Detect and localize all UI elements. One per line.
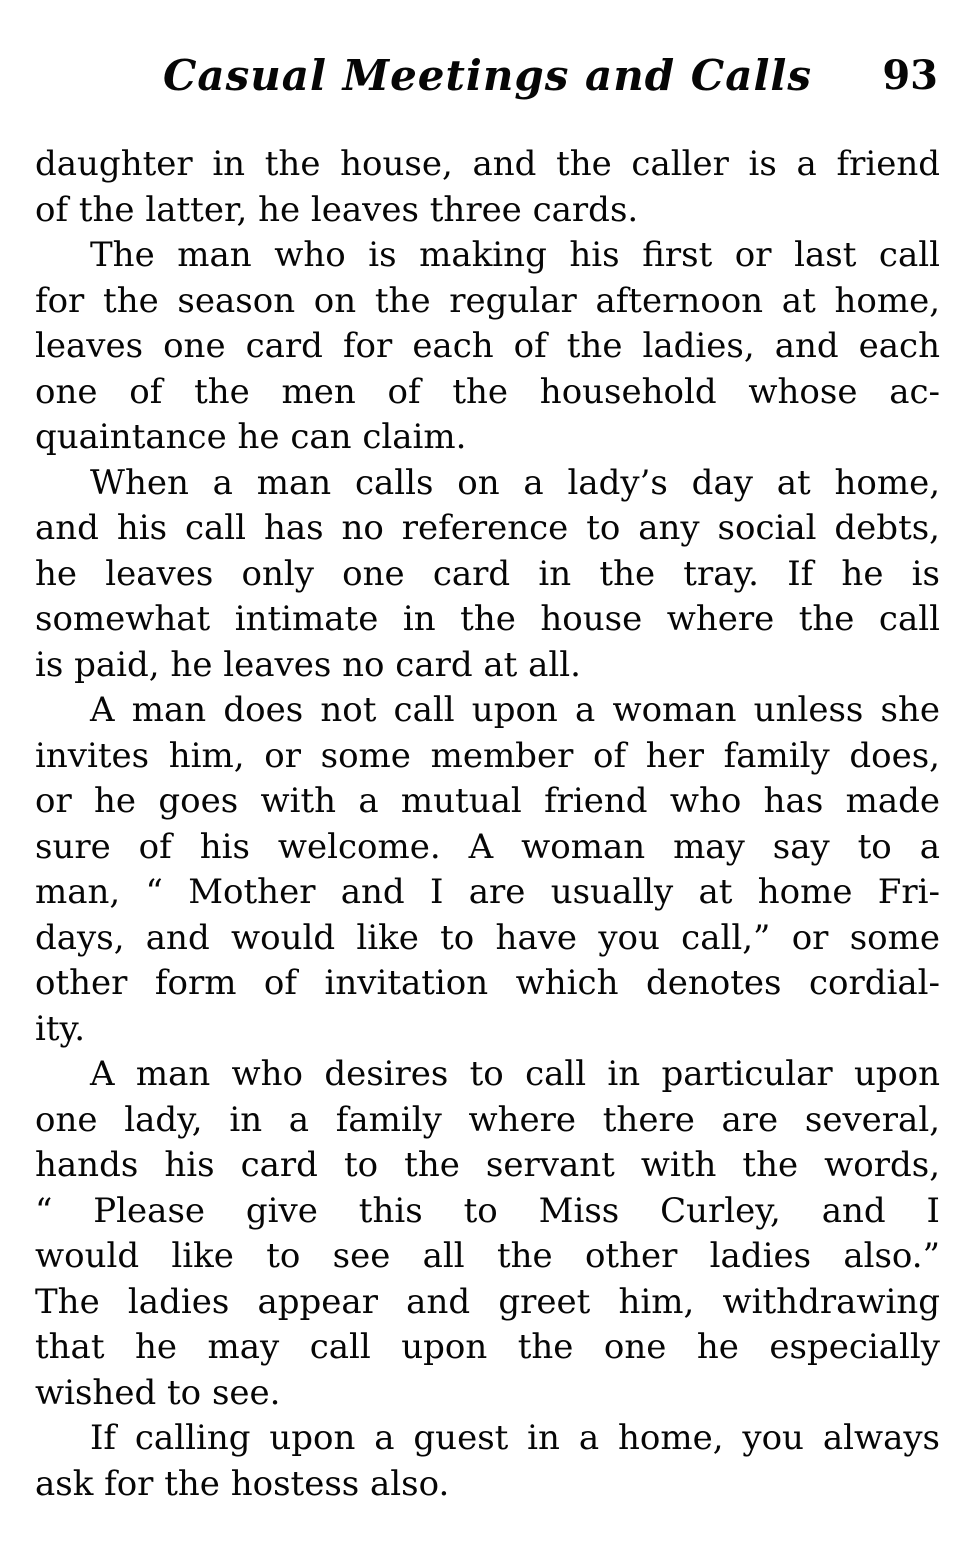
text-line: and his call has no reference to any social debts, — [35, 508, 940, 548]
text-line: “ Please give this to Miss Curley, and I — [35, 1190, 940, 1231]
running-head — [35, 48, 940, 104]
text-line: The man who is making his first or last call — [90, 235, 940, 275]
text-line: quaintance he can claim. — [35, 417, 467, 457]
text-line: A man does not call upon a woman unless she — [90, 690, 940, 730]
text-line: leaves one card for each of the ladies, and each — [35, 326, 940, 366]
text-line: one lady, in a family where there are several, — [35, 1099, 940, 1140]
paragraph — [35, 1052, 940, 1416]
text-line: man, “ Mother and I are usually at home Fri- — [35, 872, 940, 912]
text-line: or he goes with a mutual friend who has made — [35, 781, 940, 821]
text-line: one of the men of the household whose ac- — [35, 371, 940, 412]
text-line: for the season on the regular afternoon at home, — [35, 280, 940, 321]
text-line: A man who desires to call in particular upon — [90, 1054, 940, 1094]
text-line: is paid, he leaves no card at all. — [35, 644, 581, 685]
text-line: wished to see. — [35, 1372, 281, 1413]
paragraph — [35, 461, 940, 689]
text-line: hands his card to the servant with the words, — [35, 1145, 940, 1185]
text-line: daughter in the house, and the caller is a friend — [35, 144, 940, 184]
page-body — [35, 142, 940, 1507]
paragraph — [35, 688, 940, 1052]
text-line: ask for the hostess also. — [35, 1463, 450, 1504]
text-line: of the latter, he leaves three cards. — [35, 189, 639, 230]
text-line: would like to see all the other ladies also.” — [35, 1236, 940, 1276]
text-line: days, and would like to have you call,” or some — [35, 917, 940, 958]
text-line: When a man calls on a lady’s day at home, — [90, 462, 940, 503]
text-line: somewhat intimate in the house where the call — [35, 599, 940, 639]
text-line: If calling upon a guest in a home, you always — [90, 1418, 940, 1458]
text-line: invites him, or some member of her family does, — [35, 735, 940, 776]
text-line: ity. — [35, 1008, 86, 1049]
page-title: Casual Meetings and Calls — [162, 51, 812, 100]
page-number: 93 — [882, 52, 938, 99]
text-line: that he may call upon the one he especially — [35, 1327, 940, 1367]
paragraph — [35, 233, 940, 461]
text-line: he leaves only one card in the tray. If he is — [35, 553, 940, 594]
paragraph — [35, 1416, 940, 1507]
text-line: sure of his welcome. A woman may say to a — [35, 826, 940, 867]
text-line: other form of invitation which denotes cordial- — [35, 963, 940, 1003]
text-line: The ladies appear and greet him, withdrawing — [35, 1281, 940, 1322]
paragraph — [35, 142, 940, 233]
